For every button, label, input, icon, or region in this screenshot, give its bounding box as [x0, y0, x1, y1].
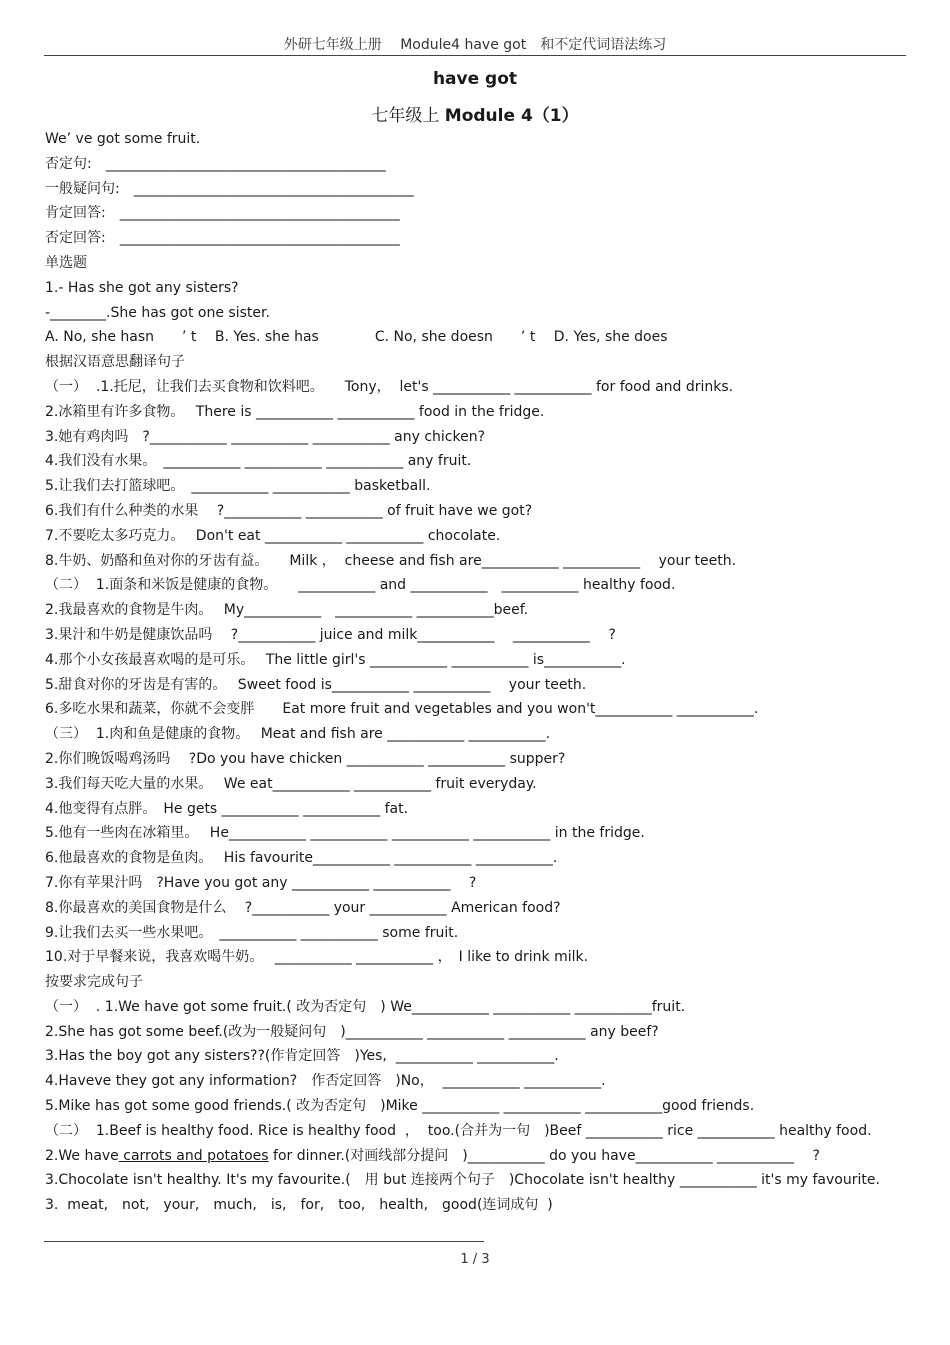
line-text: 7.不要吃太多巧克力。 Don't eat ___________ ___________ chocolate.: [45, 527, 501, 544]
line-text: （一） . 1.We have got some fruit.( 改为否定句 ) We___________ ___________ ___________fruit.: [45, 998, 686, 1015]
exercise-line: [45, 722, 925, 747]
line-text: 7.你有苹果汁吗 ?Have you got any ___________ ___________ ?: [45, 874, 477, 891]
exercise-line: [45, 1168, 925, 1193]
exercise-line: [45, 350, 925, 375]
line-text: 一般疑问句: ________________________________________: [45, 180, 414, 197]
running-header: 外研七年级上册 Module4 have got 和不定代词语法练习: [283, 37, 667, 53]
exercise-line: [45, 226, 925, 251]
exercise-line: [45, 598, 925, 623]
line-text: 4.他变得有点胖。 He gets ___________ ___________ fat.: [45, 800, 409, 817]
line-text: 8.牛奶、奶酪和鱼对你的牙齿有益。 Milk ， cheese and fish are___________ ___________ your teeth.: [45, 552, 737, 569]
exercise-line: [45, 1193, 925, 1218]
footer-rule: [44, 1241, 484, 1242]
line-text: 3. meat, not, your, much, is, for, too, health, good(连词成句 ): [45, 1197, 553, 1214]
line-text: 3.Chocolate isn't healthy. It's my favourite.( 用 but 连接两个句子 )Chocolate isn't healthy ___________ it's my favourite.: [45, 1172, 880, 1189]
line-text: （二） 1.面条和米饭是健康的食物。 ___________ and ___________ ___________ healthy food.: [45, 577, 676, 594]
exercise-line: [45, 871, 925, 896]
line-text: 6.多吃水果和蔬菜，你就不会变胖 Eat more fruit and vegetables and you won't___________ ___________.: [45, 701, 759, 718]
line-text: 9.让我们去买一些水果吧。 ___________ ___________ some fruit.: [45, 924, 459, 941]
line-text: 3.果汁和牛奶是健康饮品吗 ?___________ juice and milk___________ ___________ ?: [45, 626, 616, 643]
exercise-line: [45, 1020, 925, 1045]
exercise-line: [45, 301, 925, 326]
exercise-line: [45, 945, 925, 970]
line-text: 8.你最喜欢的美国食物是什么 ?___________ your ___________ American food?: [45, 899, 561, 916]
subtitle-prefix: 七年级上: [371, 106, 445, 126]
exercise-line: [45, 325, 925, 350]
line-text: （二） 1.Beef is healthy food. Rice is healthy food ， too.(合并为一句 )Beef ___________ rice ___________ healthy food.: [45, 1122, 872, 1139]
line-text: （三） 1.肉和鱼是健康的食物。 Meat and fish are ___________ ___________.: [45, 726, 551, 743]
exercise-line: [45, 797, 925, 822]
exercise-line: [45, 772, 925, 797]
line-text: 否定回答: ________________________________________: [45, 230, 400, 247]
exercise-line: [45, 747, 925, 772]
line-text: We’ ve got some fruit.: [45, 131, 201, 147]
line-text: 按要求完成句子: [45, 974, 143, 991]
exercise-line: [45, 549, 925, 574]
exercise-line: [45, 276, 925, 301]
exercise-line: [45, 251, 925, 276]
line-text: 单选题: [45, 254, 87, 271]
line-text: 5.甜食对你的牙齿是有害的。 Sweet food is___________ ___________ your teeth.: [45, 676, 587, 693]
underlined-phrase: carrots and potatoes: [118, 1147, 269, 1164]
exercise-line: [45, 1044, 925, 1069]
exercise-line: [45, 970, 925, 995]
subtitle-module: Module 4（1）: [444, 106, 579, 126]
exercise-line: [45, 648, 925, 673]
header-rule: [44, 55, 906, 56]
page-number: 1 / 3: [460, 1252, 490, 1267]
line-text: 2.We have: [45, 1147, 119, 1164]
exercise-line: [45, 400, 925, 425]
line-text: 5.Mike has got some good friends.( 改为否定句 )Mike ___________ ___________ ___________good friends.: [45, 1098, 755, 1115]
exercise-line: [45, 127, 925, 152]
exercise-line: [45, 846, 925, 871]
line-text: 2.冰箱里有许多食物。 There is ___________ ___________ food in the fridge.: [45, 403, 545, 420]
exercise-line: [45, 524, 925, 549]
document-title: have got: [432, 69, 518, 89]
exercise-body: [45, 127, 925, 1218]
line-text: 6.他最喜欢的食物是鱼肉。 His favourite___________ ___________ ___________.: [45, 850, 558, 867]
line-text: -________.She has got one sister.: [45, 304, 270, 321]
exercise-line: [45, 375, 925, 400]
line-text: 3.Has the boy got any sisters??(作肯定回答 )Yes, ___________ ___________.: [45, 1048, 559, 1065]
exercise-line: [45, 474, 925, 499]
line-text: 根据汉语意思翻译句子: [45, 354, 185, 371]
line-text: 2.你们晚饭喝鸡汤吗 ?Do you have chicken ___________ ___________ supper?: [45, 750, 566, 767]
line-text: 肯定回答: ________________________________________: [45, 205, 400, 222]
exercise-line: [45, 821, 925, 846]
line-text: 6.我们有什么种类的水果 ?___________ ___________ of fruit have we got?: [45, 502, 533, 519]
line-text-after: for dinner.(对画线部分提问 )___________ do you have___________ ___________ ?: [268, 1147, 820, 1164]
line-text: 3.她有鸡肉吗 ?___________ ___________ ___________ any chicken?: [45, 428, 486, 445]
exercise-line: [45, 201, 925, 226]
exercise-line: [45, 921, 925, 946]
exercise-line: [45, 425, 925, 450]
exercise-line: [45, 896, 925, 921]
line-text: A. No, she hasn ’ t B. Yes. she has C. No, she doesn ’ t D. Yes, she does: [45, 329, 668, 346]
line-text: 2.我最喜欢的食物是牛肉。 My___________ ___________ ___________beef.: [45, 602, 529, 619]
exercise-line: [45, 1094, 925, 1119]
line-text: 2.She has got some beef.(改为一般疑问句 )___________ ___________ ___________ any beef?: [45, 1023, 659, 1040]
exercise-line: [45, 152, 925, 177]
line-text: 4.那个小女孩最喜欢喝的是可乐。 The little girl's ___________ ___________ is___________.: [45, 651, 626, 668]
line-text: 否定句: ________________________________________: [45, 155, 386, 172]
document-subtitle: [0, 101, 950, 126]
exercise-line: [45, 449, 925, 474]
line-text: 4.Haveve they got any information? 作否定回答 )No， ___________ ___________.: [45, 1073, 606, 1090]
exercise-line: [45, 697, 925, 722]
exercise-line: [45, 1069, 925, 1094]
exercise-line: [45, 1119, 925, 1144]
exercise-line: [45, 673, 925, 698]
line-text: 5.他有一些肉在冰箱里。 He___________ ___________ ___________ ___________ in the fridge.: [45, 825, 645, 842]
exercise-line: [45, 623, 925, 648]
line-text: 1.- Has she got any sisters?: [45, 279, 239, 296]
exercise-line: [45, 499, 925, 524]
line-text: 5.让我们去打篮球吧。 ___________ ___________ basketball.: [45, 478, 431, 495]
exercise-line: [45, 573, 925, 598]
line-text: （一） .1.托尼，让我们去买食物和饮料吧。 Tony， let's ___________ ___________ for food and drinks.: [45, 378, 734, 395]
exercise-line: [45, 1144, 925, 1169]
line-text: 3.我们每天吃大量的水果。 We eat___________ ___________ fruit everyday.: [45, 775, 537, 792]
line-text: 10.对于早餐来说，我喜欢喝牛奶。 ___________ ___________ ， I like to drink milk.: [45, 949, 589, 966]
exercise-line: [45, 177, 925, 202]
exercise-line: [45, 995, 925, 1020]
line-text: 4.我们没有水果。 ___________ ___________ ___________ any fruit.: [45, 453, 472, 470]
